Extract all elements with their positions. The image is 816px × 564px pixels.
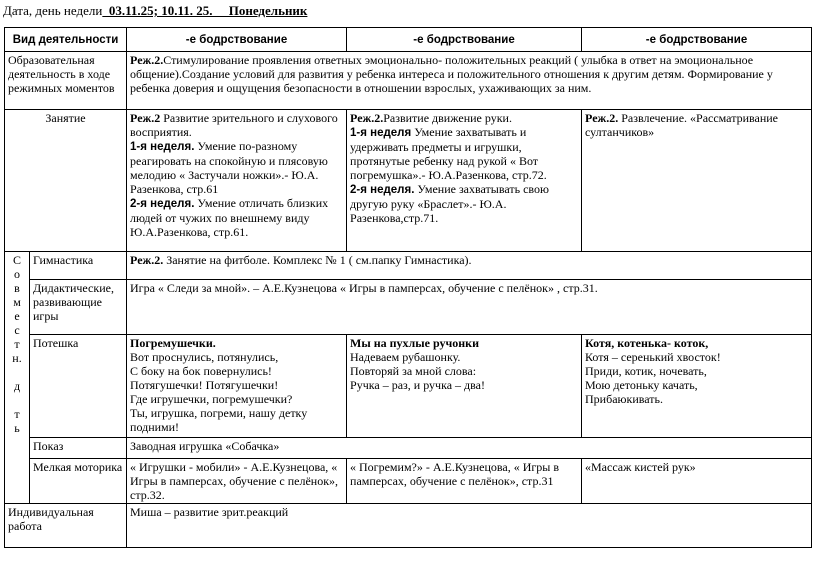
fine-motor-cell-2: « Погремим?» - А.Е.Кузнецова, « Игры в памперсах, обучение с пелёнок», стр.31 (347, 459, 582, 504)
gymnastics-row (5, 252, 812, 280)
col-wake1-header: -е бодрствование (127, 28, 347, 52)
schedule-table (4, 27, 812, 548)
lesson-cell-3: Реж.2. Развлечение. «Рассматривание султанчиков» (582, 110, 812, 252)
nursery-rhyme-cell-3: Котя, котенька- коток, Котя – серенький хвосток! Приди, котик, ночевать, Мою детоньку качать, Прибаюкивать. (582, 335, 812, 438)
nursery-rhyme-row (5, 335, 812, 438)
show-row (5, 438, 812, 459)
fine-motor-cell-1: « Игрушки - мобили» - А.Е.Кузнецова, « Игры в памперсах, обучение с пелёнок», стр.32. (127, 459, 347, 504)
header-prefix: Дата, день недели (3, 3, 103, 18)
header-dates: 03.11.25; 10.11. 25. Понедельник (102, 3, 308, 18)
fine-motor-cell-3: «Массаж кистей рук» (582, 459, 812, 504)
lesson-cell-1: Реж.2 Развитие зрительного и слухового восприятия. 1-я неделя. Умение по-разному реагировать на спокойную и плясовую мелодию « Застучали ножки».- Ю.А. Разенкова, стр.61 2-я неделя. Умение отличать близких людей от чужих по внешнему виду Ю.А.Разенкова, стр.61. (127, 110, 347, 252)
show-text: Заводная игрушка «Собачка» (127, 438, 812, 459)
nursery-rhyme-cell-2: Мы на пухлые ручонки Надеваем рубашонку. Повторяй за мной слова: Ручка – раз, и ручка – два! (347, 335, 582, 438)
page-header (3, 3, 307, 19)
educational-row (5, 52, 812, 110)
col-wake3-header: -е бодрствование (582, 28, 812, 52)
individual-text: Миша – развитие зрит.реакций (127, 504, 812, 548)
fine-motor-row (5, 459, 812, 504)
educational-text: Реж.2.Стимулирование проявления ответных эмоционально- положительных реакций ( улыбка в ответ на эмоциональное общение).Создание условий для развития у ребенка интереса и положительного отношения к другим детям. Формирование у ребенка доверия и ощущения безопасности в отношении взрослых, ухаживающих за ним. (127, 52, 812, 110)
nursery-rhyme-cell-1: Погремушечки. Вот проснулись, потянулись, С боку на бок повернулись! Потягушечки! Потягушечки! Где игрушечки, погремушечки? Ты, игрушка, погреми, нашу детку подними! (127, 335, 347, 438)
nursery-rhyme-label: Потешка (30, 335, 127, 438)
didactic-text: Игра « Следи за мной». – А.Е.Кузнецова « Игры в памперсах, обучение с пелёнок» , стр.31. (127, 280, 812, 335)
lesson-cell-2: Реж.2.Развитие движение руки. 1-я неделя Умение захватывать и удерживать предметы и игрушки, протянутые ребенку над рукой « Вот погремушка».- Ю.А.Разенкова, стр.72. 2-я неделя. Умение захватывать свою другую руку «Браслет».- Ю.А. Разенкова,стр.71. (347, 110, 582, 252)
individual-label: Индивидуальная работа (5, 504, 127, 548)
lesson-label: Занятие (5, 110, 127, 252)
show-label: Показ (30, 438, 127, 459)
lesson-row (5, 110, 812, 252)
gymnastics-text: Реж.2. Занятие на фитболе. Комплекс № 1 ( см.папку Гимнастика). (127, 252, 812, 280)
joint-activity-vertical-label: С о в м е с т н. д т ь (5, 252, 30, 504)
col-wake2-header: -е бодрствование (347, 28, 582, 52)
didactic-label: Дидактические, развивающие игры (30, 280, 127, 335)
individual-row (5, 504, 812, 548)
col-activity-header: Вид деятельности (5, 28, 127, 52)
fine-motor-label: Мелкая моторика (30, 459, 127, 504)
educational-label: Образовательная деятельность в ходе режимных моментов (5, 52, 127, 110)
column-header-row (5, 28, 812, 52)
gymnastics-label: Гимнастика (30, 252, 127, 280)
didactic-row (5, 280, 812, 335)
